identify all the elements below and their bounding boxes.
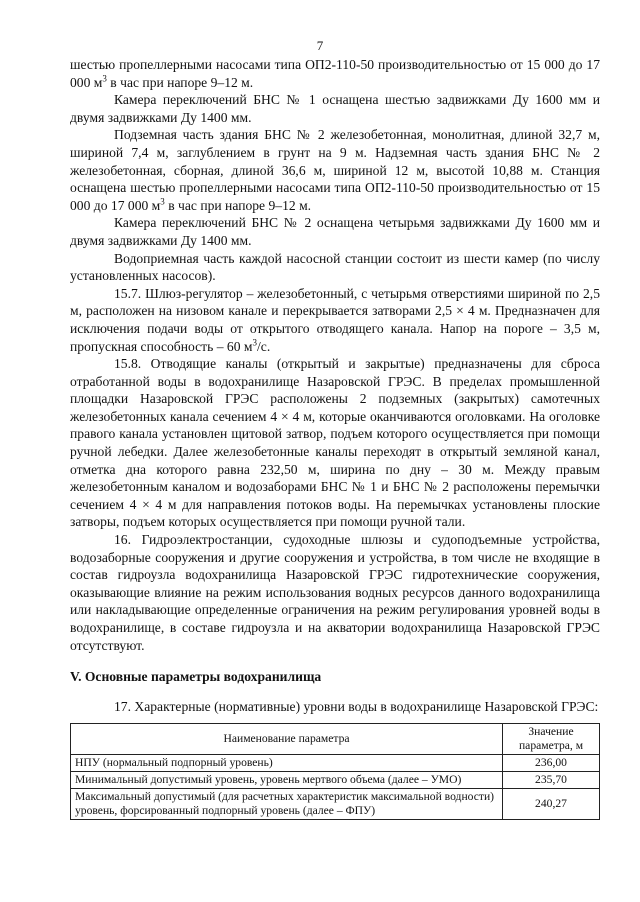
paragraph-building-bns2: Подземная часть здания БНС № 2 железобетонная, монолитная, длиной 32,7 м, шириной 7,4 м, заглублением в грунт на 9 м. Надземная часть здания БНС № 2 железобетонная, сборная, длиной 36,6 м, шириной 12 м, высотой 10,88 м. Станция оснащена шестью пропеллерными насосами типа ОП2-110-50 производительностью от 15 000 до 17 000 $м^3$ в час при напоре 9–12 м.	[70, 127, 600, 213]
paragraph-15-7: 15.7. Шлюз-регулятор – железобетонный, с четырьмя отверстиями шириной по 2,5 м, расположен на низовом канале и перекрывается затворами 2,5 × 4 м. Предназначен для исключения подачи воды от открытого отводящего канала. Напор на пороге – 3,5 м, пропускная способность – 60 $м^3/с$.	[70, 285, 600, 354]
table-header-name: Наименование параметра	[71, 724, 503, 755]
paragraph-pumps-bns1: шестью пропеллерными насосами типа ОП2-110-50 производительностью от 15 000 до 17 000 $м^3$ в час при напоре 9–12 м.	[70, 57, 600, 90]
page-number: 7	[316, 38, 324, 53]
paragraph-switch-chamber-bns2: Камера переключений БНС № 2 оснащена четырьмя задвижками Ду 1600 мм и двумя задвижками Ду 1400 мм.	[70, 215, 600, 248]
table-header-row	[71, 724, 600, 755]
document-body	[70, 56, 600, 820]
paragraph-16: 16. Гидроэлектростанции, судоходные шлюзы и судоподъемные устройства, водозаборные сооружения и другие сооружения и устройства, в том числе не входящие в состав гидроузла водохранилища Назаровской ГРЭС гидротехнические сооружения, оказывающие влияние на режим использования водных ресурсов данного водохранилища или накладывающие определенные ограничения на режим регулирования уровней воды в водохранилище, в составе гидроузла и на акватории водохранилища Назаровской ГРЭС отсутствуют.	[70, 532, 600, 653]
table-cell-name: Минимальный допустимый уровень, уровень мертвого объема (далее – УМО)	[71, 772, 503, 789]
table-cell-value: 235,70	[503, 772, 600, 789]
paragraph-15-8: 15.8. Отводящие каналы (открытый и закрытые) предназначены для сброса отработанной воды в водохранилище Назаровской ГРЭС. В пределах промышленной площадки Назаровской ГРЭС расположены 2 подземных (закрытых) самотечных железобетонных канала сечением 4 × 4 м, которые оканчиваются оголовками. На оголовке правого канала установлен щитовой затвор, подъем которого осуществляется при помощи ручной лебедки. Далее железобетонные каналы переходят в открытый земляной канал, отметка дна которого равна 232,50 м, ширина по дну – 30 м. Между правым железобетонным каналом и водозаборами БНС № 1 и БНС № 2 расположены перемычки сечением 4 × 4 м для направления потоков воды. На перемычках установлены плоские затворы, подъем которых осуществляется при помощи ручной тали.	[70, 356, 600, 530]
paragraph-intake: Водоприемная часть каждой насосной станции состоит из шести камер (по числу установленных насосов).	[70, 250, 600, 284]
table-cell-name: Максимальный допустимый (для расчетных характеристик максимальной водности) уровень, форсированный подпорный уровень (далее – ФПУ)	[71, 789, 503, 820]
table-row	[71, 789, 600, 820]
table-cell-name: НПУ (нормальный подпорный уровень)	[71, 755, 503, 772]
paragraph-switch-chamber-bns1: Камера переключений БНС № 1 оснащена шестью задвижками Ду 1600 мм и двумя задвижками Ду 1400 мм.	[70, 92, 600, 125]
table-cell-value: 240,27	[503, 789, 600, 820]
table-cell-value: 236,00	[503, 755, 600, 772]
table-header-value: Значение параметра, м	[503, 724, 600, 755]
table-row	[71, 772, 600, 789]
paragraph-17: 17. Характерные (нормативные) уровни воды в водохранилище Назаровской ГРЭС:	[114, 698, 599, 714]
water-levels-table	[70, 723, 600, 820]
section-heading: V. Основные параметры водохранилища	[70, 669, 322, 685]
table-row	[71, 755, 600, 772]
